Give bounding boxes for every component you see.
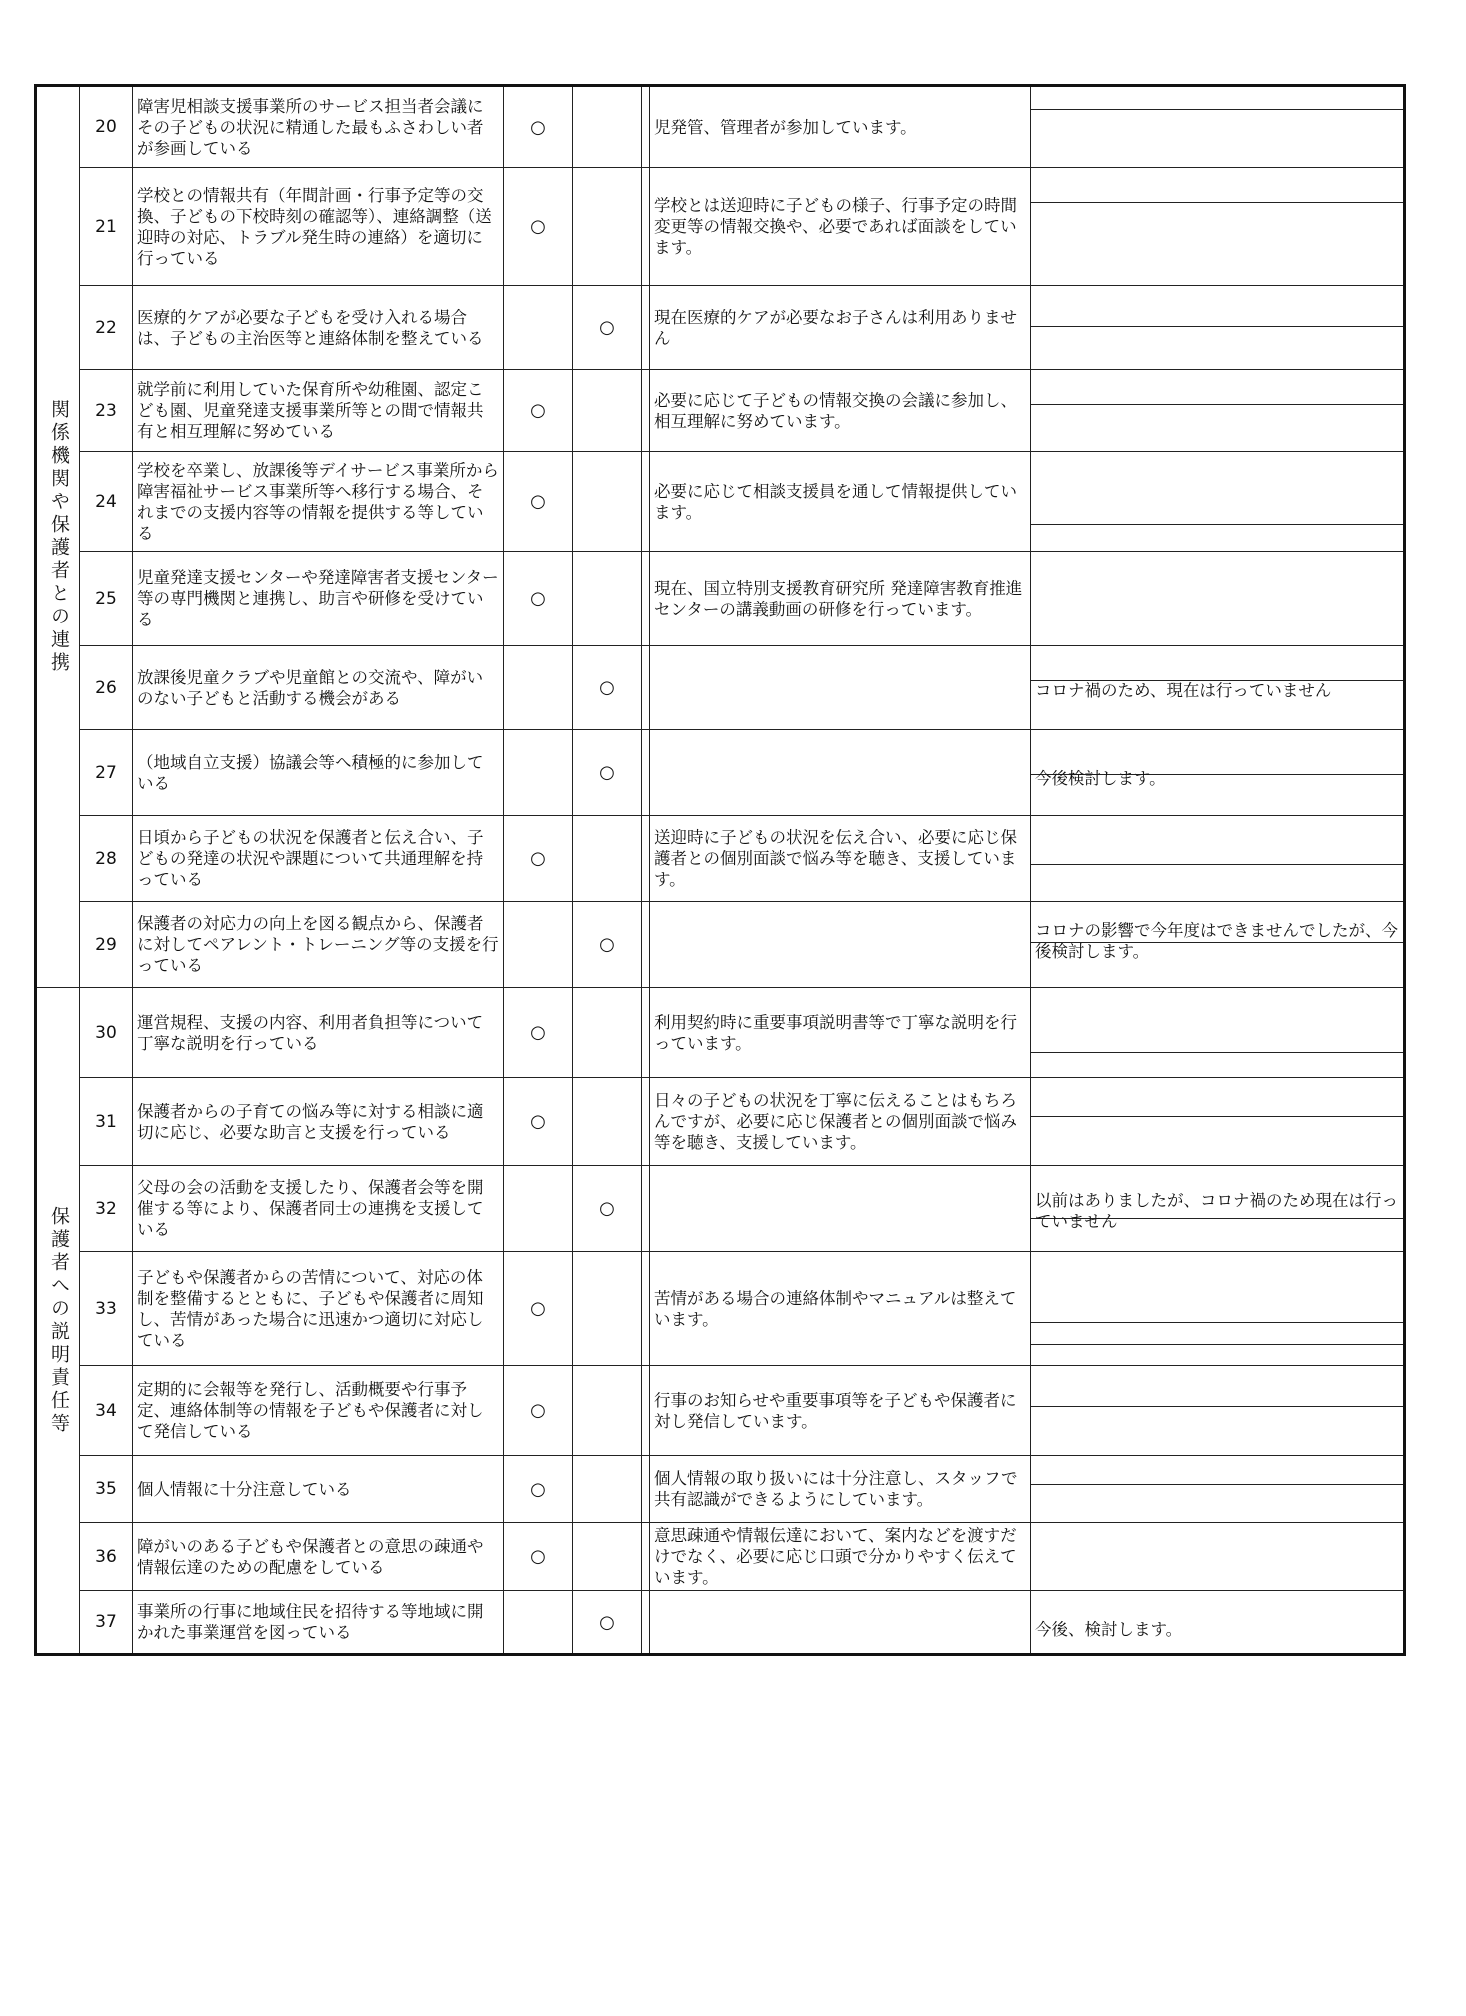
table-row bbox=[36, 988, 1405, 1078]
improvement-note-cell bbox=[1031, 816, 1405, 902]
improvement-note-cell bbox=[1031, 1252, 1405, 1366]
mark-yes: ○ bbox=[504, 816, 573, 902]
mark-yes: ○ bbox=[504, 1078, 573, 1166]
evaluation-rows bbox=[36, 86, 1405, 1655]
improvement-note-cell bbox=[1031, 370, 1405, 452]
spacer-cell bbox=[642, 1591, 650, 1655]
improvement-note-cell bbox=[1031, 552, 1405, 646]
mark-no bbox=[573, 816, 642, 902]
spacer-cell bbox=[642, 1252, 650, 1366]
item-text: 保護者の対応力の向上を図る観点から、保護者に対してペアレント・トレーニング等の支援を行っている bbox=[133, 902, 504, 988]
spacer-cell bbox=[642, 902, 650, 988]
status-text: 送迎時に子どもの状況を伝え合い、必要に応じ保護者との個別面談で悩み等を聴き、支援しています。 bbox=[650, 816, 1031, 902]
category-cell bbox=[36, 988, 80, 1655]
status-text: 学校とは送迎時に子どもの様子、行事予定の時間変更等の情報交換や、必要であれば面談をしています。 bbox=[650, 168, 1031, 286]
category-accountability: 保護者への説明責任等 bbox=[48, 1205, 70, 1436]
mark-yes: ○ bbox=[504, 1252, 573, 1366]
improvement-note-cell bbox=[1031, 86, 1405, 168]
item-number: 30 bbox=[80, 988, 133, 1078]
mark-yes: ○ bbox=[504, 168, 573, 286]
table-row bbox=[36, 1166, 1405, 1252]
spacer-cell bbox=[642, 816, 650, 902]
evaluation-table bbox=[34, 84, 1406, 1656]
item-number: 31 bbox=[80, 1078, 133, 1166]
item-number: 29 bbox=[80, 902, 133, 988]
item-text: 子どもや保護者からの苦情について、対応の体制を整備するとともに、子どもや保護者に周知し、苦情があった場合に迅速かつ適切に対応している bbox=[133, 1252, 504, 1366]
note-rule bbox=[1031, 1484, 1403, 1485]
item-text: 事業所の行事に地域住民を招待する等地域に開かれた事業運営を図っている bbox=[133, 1591, 504, 1655]
table-row bbox=[36, 816, 1405, 902]
improvement-note-cell bbox=[1031, 646, 1405, 730]
spacer-cell bbox=[642, 1166, 650, 1252]
improvement-note: 以前はありましたが、コロナ禍のため現在は行っていません bbox=[1035, 1191, 1398, 1231]
item-text: 日頃から子どもの状況を保護者と伝え合い、子どもの発達の状況や課題について共通理解を持っている bbox=[133, 816, 504, 902]
item-text: 児童発達支援センターや発達障害者支援センター等の専門機関と連携し、助言や研修を受けている bbox=[133, 552, 504, 646]
item-text: 障害児相談支援事業所のサービス担当者会議にその子どもの状況に精通した最もふさわしい者が参画している bbox=[133, 86, 504, 168]
mark-yes bbox=[504, 1166, 573, 1252]
item-text: 医療的ケアが必要な子どもを受け入れる場合は、子どもの主治医等と連絡体制を整えている bbox=[133, 286, 504, 370]
item-text: 運営規程、支援の内容、利用者負担等について丁寧な説明を行っている bbox=[133, 988, 504, 1078]
status-text: 意思疎通や情報伝達において、案内などを渡すだけでなく、必要に応じ口頭で分かりやすく伝えています。 bbox=[650, 1523, 1031, 1591]
spacer-cell bbox=[642, 1078, 650, 1166]
table-row bbox=[36, 168, 1405, 286]
improvement-note: 今後、検討します。 bbox=[1035, 1620, 1183, 1639]
mark-yes bbox=[504, 902, 573, 988]
item-text: （地域自立支援）協議会等へ積極的に参加している bbox=[133, 730, 504, 816]
mark-no bbox=[573, 1078, 642, 1166]
spacer-cell bbox=[642, 988, 650, 1078]
item-text: 定期的に会報等を発行し、活動概要や行事予定、連絡体制等の情報を子どもや保護者に対して発信している bbox=[133, 1366, 504, 1456]
note-rule bbox=[1031, 1344, 1403, 1345]
mark-no: ○ bbox=[573, 730, 642, 816]
mark-yes: ○ bbox=[504, 988, 573, 1078]
spacer-cell bbox=[642, 646, 650, 730]
status-text: 苦情がある場合の連絡体制やマニュアルは整えています。 bbox=[650, 1252, 1031, 1366]
mark-no: ○ bbox=[573, 286, 642, 370]
improvement-note-cell bbox=[1031, 1078, 1405, 1166]
status-text: 日々の子どもの状況を丁寧に伝えることはもちろんですが、必要に応じ保護者との個別面談で悩み等を聴き、支援しています。 bbox=[650, 1078, 1031, 1166]
table-row bbox=[36, 1366, 1405, 1456]
improvement-note-cell bbox=[1031, 902, 1405, 988]
spacer-cell bbox=[642, 452, 650, 552]
mark-yes bbox=[504, 646, 573, 730]
mark-yes bbox=[504, 1591, 573, 1655]
status-text: 現在医療的ケアが必要なお子さんは利用ありません bbox=[650, 286, 1031, 370]
item-text: 障がいのある子どもや保護者との意思の疎通や情報伝達のための配慮をしている bbox=[133, 1523, 504, 1591]
mark-no bbox=[573, 168, 642, 286]
status-text: 児発管、管理者が参加しています。 bbox=[650, 86, 1031, 168]
category-liaison: 関係機関や保護者との連携 bbox=[48, 399, 70, 675]
table-row bbox=[36, 646, 1405, 730]
mark-yes bbox=[504, 286, 573, 370]
improvement-note: コロナ禍のため、現在は行っていません bbox=[1035, 681, 1332, 700]
evaluation-sheet bbox=[34, 84, 1406, 1656]
spacer-cell bbox=[642, 286, 650, 370]
status-text bbox=[650, 1166, 1031, 1252]
item-number: 27 bbox=[80, 730, 133, 816]
table-row bbox=[36, 1456, 1405, 1523]
note-rule bbox=[1031, 404, 1403, 405]
note-rule bbox=[1031, 1052, 1403, 1053]
item-number: 33 bbox=[80, 1252, 133, 1366]
status-text bbox=[650, 1591, 1031, 1655]
item-text: 学校との情報共有（年間計画・行事予定等の交換、子どもの下校時刻の確認等）、連絡調整（送迎時の対応、トラブル発生時の連絡）を適切に行っている bbox=[133, 168, 504, 286]
item-text: 個人情報に十分注意している bbox=[133, 1456, 504, 1523]
table-row bbox=[36, 902, 1405, 988]
mark-no bbox=[573, 1366, 642, 1456]
status-text bbox=[650, 646, 1031, 730]
note-rule bbox=[1031, 202, 1403, 203]
improvement-note-cell bbox=[1031, 988, 1405, 1078]
status-text bbox=[650, 730, 1031, 816]
item-number: 28 bbox=[80, 816, 133, 902]
item-number: 23 bbox=[80, 370, 133, 452]
mark-yes: ○ bbox=[504, 452, 573, 552]
improvement-note-cell bbox=[1031, 1523, 1405, 1591]
status-text: 個人情報の取り扱いには十分注意し、スタッフで共有認識ができるようにしています。 bbox=[650, 1456, 1031, 1523]
mark-no bbox=[573, 370, 642, 452]
table-row bbox=[36, 1523, 1405, 1591]
note-rule bbox=[1031, 109, 1403, 110]
mark-no bbox=[573, 552, 642, 646]
item-text: 就学前に利用していた保育所や幼稚園、認定こども園、児童発達支援事業所等との間で情報共有と相互理解に努めている bbox=[133, 370, 504, 452]
mark-no: ○ bbox=[573, 1166, 642, 1252]
item-text: 父母の会の活動を支援したり、保護者会等を開催する等により、保護者同士の連携を支援している bbox=[133, 1166, 504, 1252]
spacer-cell bbox=[642, 1366, 650, 1456]
item-number: 22 bbox=[80, 286, 133, 370]
table-row bbox=[36, 1252, 1405, 1366]
item-number: 34 bbox=[80, 1366, 133, 1456]
item-number: 35 bbox=[80, 1456, 133, 1523]
improvement-note-cell bbox=[1031, 730, 1405, 816]
item-number: 25 bbox=[80, 552, 133, 646]
mark-no bbox=[573, 86, 642, 168]
mark-no: ○ bbox=[573, 646, 642, 730]
spacer-cell bbox=[642, 552, 650, 646]
mark-yes: ○ bbox=[504, 1523, 573, 1591]
mark-no: ○ bbox=[573, 1591, 642, 1655]
item-number: 24 bbox=[80, 452, 133, 552]
table-row bbox=[36, 286, 1405, 370]
table-row bbox=[36, 1591, 1405, 1655]
status-text: 必要に応じて相談支援員を通して情報提供しています。 bbox=[650, 452, 1031, 552]
status-text: 必要に応じて子どもの情報交換の会議に参加し、相互理解に努めています。 bbox=[650, 370, 1031, 452]
mark-no bbox=[573, 452, 642, 552]
note-rule bbox=[1031, 326, 1403, 327]
status-text: 現在、国立特別支援教育研究所 発達障害教育推進センターの講義動画の研修を行っています。 bbox=[650, 552, 1031, 646]
mark-yes bbox=[504, 730, 573, 816]
improvement-note: コロナの影響で今年度はできませんでしたが、今後検討します。 bbox=[1035, 921, 1398, 961]
table-row bbox=[36, 730, 1405, 816]
mark-yes: ○ bbox=[504, 1366, 573, 1456]
item-number: 32 bbox=[80, 1166, 133, 1252]
improvement-note-cell bbox=[1031, 1591, 1405, 1655]
mark-no: ○ bbox=[573, 902, 642, 988]
status-text: 行事のお知らせや重要事項等を子どもや保護者に対し発信しています。 bbox=[650, 1366, 1031, 1456]
item-number: 37 bbox=[80, 1591, 133, 1655]
note-rule bbox=[1031, 524, 1403, 525]
item-text: 保護者からの子育ての悩み等に対する相談に適切に応じ、必要な助言と支援を行っている bbox=[133, 1078, 504, 1166]
item-number: 26 bbox=[80, 646, 133, 730]
mark-yes: ○ bbox=[504, 370, 573, 452]
note-rule bbox=[1031, 864, 1403, 865]
mark-no bbox=[573, 988, 642, 1078]
spacer-cell bbox=[642, 1523, 650, 1591]
note-rule bbox=[1031, 1322, 1403, 1323]
item-text: 学校を卒業し、放課後等デイサービス事業所から障害福祉サービス事業所等へ移行する場合、それまでの支援内容等の情報を提供する等している bbox=[133, 452, 504, 552]
item-text: 放課後児童クラブや児童館との交流や、障がいのない子どもと活動する機会がある bbox=[133, 646, 504, 730]
table-row bbox=[36, 86, 1405, 168]
spacer-cell bbox=[642, 86, 650, 168]
improvement-note-cell bbox=[1031, 1456, 1405, 1523]
item-number: 36 bbox=[80, 1523, 133, 1591]
mark-yes: ○ bbox=[504, 1456, 573, 1523]
spacer-cell bbox=[642, 168, 650, 286]
item-number: 20 bbox=[80, 86, 133, 168]
note-rule bbox=[1031, 1116, 1403, 1117]
table-row bbox=[36, 370, 1405, 452]
status-text bbox=[650, 902, 1031, 988]
mark-yes: ○ bbox=[504, 86, 573, 168]
status-text: 利用契約時に重要事項説明書等で丁寧な説明を行っています。 bbox=[650, 988, 1031, 1078]
improvement-note-cell bbox=[1031, 452, 1405, 552]
improvement-note-cell bbox=[1031, 286, 1405, 370]
mark-yes: ○ bbox=[504, 552, 573, 646]
category-cell bbox=[36, 86, 80, 988]
improvement-note: 今後検討します。 bbox=[1035, 769, 1166, 788]
spacer-cell bbox=[642, 1456, 650, 1523]
mark-no bbox=[573, 1456, 642, 1523]
mark-no bbox=[573, 1252, 642, 1366]
mark-no bbox=[573, 1523, 642, 1591]
table-row bbox=[36, 552, 1405, 646]
improvement-note-cell bbox=[1031, 168, 1405, 286]
improvement-note-cell bbox=[1031, 1166, 1405, 1252]
table-row bbox=[36, 1078, 1405, 1166]
spacer-cell bbox=[642, 730, 650, 816]
table-row bbox=[36, 452, 1405, 552]
improvement-note-cell bbox=[1031, 1366, 1405, 1456]
note-rule bbox=[1031, 1406, 1403, 1407]
item-number: 21 bbox=[80, 168, 133, 286]
spacer-cell bbox=[642, 370, 650, 452]
